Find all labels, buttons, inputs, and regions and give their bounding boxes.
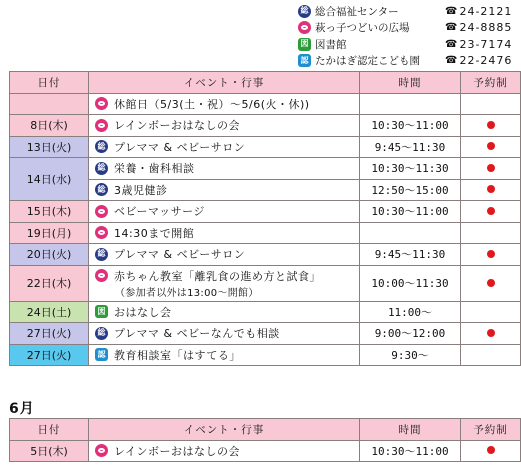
table-row <box>10 244 521 266</box>
date-cell: 8日(木) <box>10 115 89 137</box>
reservation-cell <box>461 179 521 201</box>
reservation-cell <box>461 201 521 223</box>
plaza-icon <box>95 119 108 132</box>
legend-phone: 23-7174 <box>459 37 513 51</box>
phone-icon: ☎ <box>445 55 458 67</box>
reservation-cell <box>461 265 521 301</box>
phone-icon: ☎ <box>445 5 458 17</box>
col-header-date: 日付 <box>10 419 89 441</box>
reservation-cell <box>461 93 521 115</box>
event-cell <box>89 244 360 266</box>
table-row <box>10 158 521 180</box>
date-cell: 5日(木) <box>10 440 89 462</box>
table-row <box>10 323 521 345</box>
date-cell: 20日(火) <box>10 244 89 266</box>
table-row <box>10 265 521 301</box>
library-icon: 図 <box>298 38 311 51</box>
col-header-reservation: 予約制 <box>461 419 521 441</box>
time-cell <box>360 222 461 244</box>
reservation-cell <box>461 136 521 158</box>
table-row <box>10 301 521 323</box>
date-cell: 22日(木) <box>10 265 89 301</box>
library-icon: 図 <box>95 305 108 318</box>
reservation-required-dot <box>487 329 495 337</box>
june-schedule-table <box>9 418 521 462</box>
date-cell <box>10 93 89 115</box>
legend-phone: 24-2121 <box>459 4 513 18</box>
legend-phone: 22-2476 <box>459 54 513 68</box>
plaza-icon <box>95 269 108 282</box>
reservation-cell <box>461 222 521 244</box>
event-cell <box>89 93 360 115</box>
event-cell <box>89 222 360 244</box>
reservation-cell <box>461 323 521 345</box>
reservation-required-dot <box>487 121 495 129</box>
time-cell: 10:30～11:00 <box>360 115 461 137</box>
kindergarten-icon: 認 <box>95 348 108 361</box>
legend-phone: 24-8885 <box>459 21 513 35</box>
legend-name: 図書館 <box>315 38 347 51</box>
reservation-required-dot <box>487 142 495 150</box>
time-cell: 9:30～ <box>360 344 461 366</box>
date-cell: 19日(月) <box>10 222 89 244</box>
welfare-center-icon: 総 <box>95 327 108 340</box>
reservation-required-dot <box>487 164 495 172</box>
event-name: レインボーおはなしの会 <box>114 119 240 133</box>
legend-item <box>298 53 518 70</box>
plaza-icon <box>95 205 108 218</box>
reservation-cell <box>461 115 521 137</box>
event-name: ベビーマッサージ <box>114 205 205 219</box>
event-name: 栄養・歯科相談 <box>114 162 195 176</box>
event-note: （参加者以外は13:00～開館） <box>115 287 259 299</box>
col-header-date: 日付 <box>10 72 89 94</box>
date-cell: 27日(火) <box>10 344 89 366</box>
event-cell <box>89 179 360 201</box>
event-cell <box>89 201 360 223</box>
reservation-required-dot <box>487 185 495 193</box>
table-row <box>10 201 521 223</box>
reservation-cell <box>461 301 521 323</box>
event-cell <box>89 323 360 345</box>
reservation-cell <box>461 244 521 266</box>
col-header-event: イベント・行事 <box>89 72 360 94</box>
event-cell <box>89 301 360 323</box>
event-name: プレママ & ベビーサロン <box>114 140 246 154</box>
event-name: 休館日（5/3(土・祝）～5/6(火・休)) <box>114 97 310 111</box>
legend-item <box>298 3 518 20</box>
event-name: おはなし会 <box>114 305 172 319</box>
phone-icon: ☎ <box>445 22 458 34</box>
date-cell: 13日(火) <box>10 136 89 158</box>
time-cell: 10:30～11:30 <box>360 158 461 180</box>
table-header-row <box>10 72 521 94</box>
welfare-center-icon: 総 <box>95 140 108 153</box>
reservation-cell <box>461 158 521 180</box>
reservation-required-dot <box>487 250 495 258</box>
event-cell <box>89 440 360 462</box>
event-name: レインボーおはなしの会 <box>114 444 240 458</box>
reservation-cell <box>461 440 521 462</box>
col-header-time: 時間 <box>360 72 461 94</box>
event-name: 3歳児健診 <box>114 183 168 197</box>
plaza-icon <box>298 21 311 34</box>
plaza-icon <box>95 444 108 457</box>
table-row <box>10 344 521 366</box>
plaza-icon <box>95 97 108 110</box>
date-cell: 14日(水) <box>10 158 89 201</box>
time-cell: 9:00～12:00 <box>360 323 461 345</box>
may-schedule-table <box>9 71 521 366</box>
time-cell: 10:00～11:30 <box>360 265 461 301</box>
legend-name: 総合福祉センター <box>315 5 399 18</box>
event-cell <box>89 344 360 366</box>
legend-item <box>298 36 518 53</box>
legend-item <box>298 20 518 37</box>
legend-name: たかはぎ認定こども園 <box>315 55 420 68</box>
event-name: プレママ & ベビーサロン <box>114 248 246 262</box>
welfare-center-icon: 総 <box>298 5 311 18</box>
event-name: 14:30まで開館 <box>114 226 195 240</box>
table-row <box>10 93 521 115</box>
kindergarten-icon: 認 <box>298 54 311 67</box>
col-header-event: イベント・行事 <box>89 419 360 441</box>
date-cell: 15日(木) <box>10 201 89 223</box>
table-header-row <box>10 419 521 441</box>
reservation-required-dot <box>487 207 495 215</box>
event-cell <box>89 136 360 158</box>
facility-legend <box>298 3 518 69</box>
time-cell: 12:50～15:00 <box>360 179 461 201</box>
welfare-center-icon: 総 <box>95 248 108 261</box>
col-header-time: 時間 <box>360 419 461 441</box>
time-cell: 10:30～11:00 <box>360 201 461 223</box>
plaza-icon <box>95 226 108 239</box>
table-row <box>10 222 521 244</box>
time-cell <box>360 93 461 115</box>
reservation-cell <box>461 344 521 366</box>
table-row <box>10 440 521 462</box>
reservation-required-dot <box>487 446 495 454</box>
date-cell: 27日(火) <box>10 323 89 345</box>
time-cell: 10:30～11:00 <box>360 440 461 462</box>
col-header-reservation: 予約制 <box>461 72 521 94</box>
date-cell: 24日(土) <box>10 301 89 323</box>
phone-icon: ☎ <box>445 38 458 50</box>
reservation-required-dot <box>487 279 495 287</box>
legend-name: 萩っ子つどいの広場 <box>315 22 410 35</box>
event-name: 教育相談室「はすてる」 <box>114 348 241 362</box>
event-name: 赤ちゃん教室「離乳食の進め方と試食」 <box>114 269 321 283</box>
event-cell <box>89 115 360 137</box>
june-month-label: 6月 <box>9 401 35 417</box>
table-row <box>10 136 521 158</box>
time-cell: 9:45～11:30 <box>360 136 461 158</box>
welfare-center-icon: 総 <box>95 162 108 175</box>
event-cell <box>89 158 360 180</box>
welfare-center-icon: 総 <box>95 183 108 196</box>
table-row <box>10 115 521 137</box>
time-cell: 11:00～ <box>360 301 461 323</box>
event-cell <box>89 265 360 301</box>
time-cell: 9:45～11:30 <box>360 244 461 266</box>
event-name: プレママ & ベビーなんでも相談 <box>114 327 280 341</box>
